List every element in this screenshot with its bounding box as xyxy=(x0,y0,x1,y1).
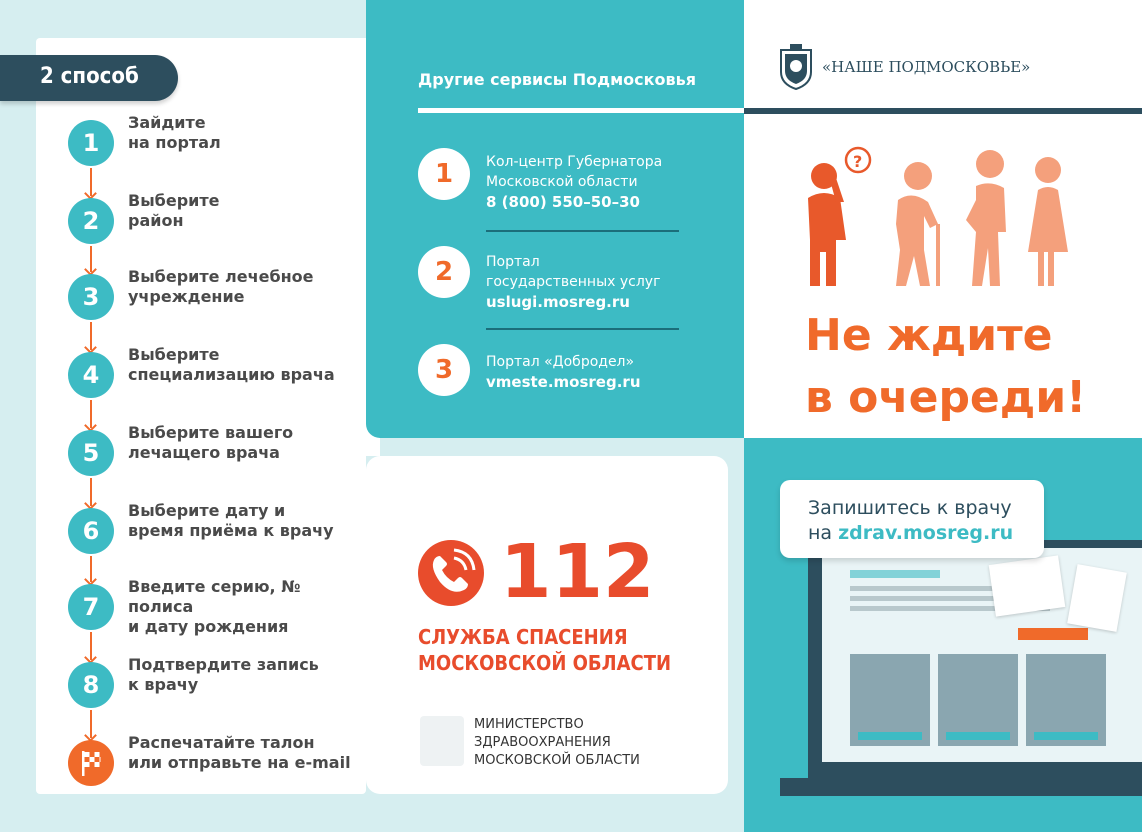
step-arrow xyxy=(90,710,92,738)
service-1-value: 8 (800) 550–50–30 xyxy=(486,193,640,211)
signup-url[interactable]: zdrav.mosreg.ru xyxy=(838,522,1014,544)
step-7 xyxy=(68,577,368,644)
service-2-value: uslugi.mosreg.ru xyxy=(486,293,630,311)
signup-text: Запишитесь к врачу xyxy=(808,497,1012,519)
brand-text: «НАШЕ ПОДМОСКОВЬЕ» xyxy=(822,58,1031,76)
step-text: Выберите специализацию врача xyxy=(128,345,335,384)
step-arrow xyxy=(90,246,92,272)
website-card xyxy=(850,654,930,746)
step-number: 2 xyxy=(68,198,114,244)
step-text: Введите серию, № полиса и дату рождения xyxy=(128,577,301,636)
step-number: 7 xyxy=(68,584,114,630)
ministry-logo xyxy=(420,716,464,766)
service-1-line2: Московской области xyxy=(486,174,638,190)
emergency-title: СЛУЖБА СПАСЕНИЯ МОСКОВСКОЙ ОБЛАСТИ xyxy=(418,625,672,675)
step-number: 3 xyxy=(68,274,114,320)
website-card xyxy=(1026,654,1106,746)
step-text: Выберите вашего лечащего врача xyxy=(128,423,294,462)
step-3 xyxy=(68,267,368,334)
step-arrow xyxy=(90,632,92,660)
checkered-flag-icon xyxy=(68,740,114,786)
step-number: 8 xyxy=(68,662,114,708)
service-item-2 xyxy=(486,252,706,312)
service-item-1 xyxy=(486,152,706,212)
moscow-oblast-crest-icon xyxy=(778,42,814,90)
service-number-2: 2 xyxy=(418,246,470,298)
service-number-3: 3 xyxy=(418,344,470,396)
method-tab xyxy=(0,55,178,101)
services-title: Другие сервисы Подмосковья xyxy=(418,70,696,89)
headline: Не ждите в очереди! xyxy=(805,310,1087,423)
step-text: Выберите район xyxy=(128,191,220,230)
step-arrow xyxy=(90,400,92,428)
step-6 xyxy=(68,501,368,568)
service-1-line1: Кол-центр Губернатора xyxy=(486,154,663,170)
step-4 xyxy=(68,345,368,412)
step-arrow xyxy=(90,556,92,582)
svg-text:?: ? xyxy=(853,152,863,171)
headline-divider xyxy=(744,108,1142,114)
signup-bubble xyxy=(780,480,1044,558)
step-2 xyxy=(68,191,368,258)
laptop-base xyxy=(780,778,1142,796)
service-3-value: vmeste.mosreg.ru xyxy=(486,373,641,391)
ministry-name: МИНИСТЕРСТВО ЗДРАВООХРАНЕНИЯ МОСКОВСКОЙ ОБЛАСТИ xyxy=(474,717,640,768)
service-3-line1: Портал «Добродел» xyxy=(486,354,635,370)
step-text: Выберите лечебное учреждение xyxy=(128,267,314,306)
step-text: Выберите дату и время приёма к врачу xyxy=(128,501,334,540)
service-separator xyxy=(486,230,679,232)
service-item-3 xyxy=(486,352,706,392)
website-card xyxy=(938,654,1018,746)
step-number: 6 xyxy=(68,508,114,554)
step-text: Зайдите на портал xyxy=(128,113,221,152)
step-number: 1 xyxy=(68,120,114,166)
step-8 xyxy=(68,655,368,722)
waiting-people-illustration xyxy=(800,140,1080,290)
phone-icon xyxy=(418,540,484,606)
signup-link-line xyxy=(808,522,1013,544)
service-number-1: 1 xyxy=(418,148,470,200)
service-2-line2: государственных услуг xyxy=(486,274,661,290)
emergency-number: 112 xyxy=(500,529,655,615)
step-9 xyxy=(68,733,368,800)
step-arrow xyxy=(90,478,92,506)
step-number: 5 xyxy=(68,430,114,476)
method-tab-label: 2 способ xyxy=(40,64,139,89)
step-text: Подтвердите запись к врачу xyxy=(128,655,319,694)
step-number: 4 xyxy=(68,352,114,398)
services-divider xyxy=(418,108,744,113)
signup-prefix: на xyxy=(808,522,839,544)
step-text: Распечатайте талон или отправьте на e-mail xyxy=(128,733,351,772)
service-2-line1: Портал xyxy=(486,254,540,270)
step-arrow xyxy=(90,168,92,196)
step-1 xyxy=(68,113,368,180)
step-arrow xyxy=(90,322,92,350)
step-5 xyxy=(68,423,368,490)
service-separator xyxy=(486,328,679,330)
